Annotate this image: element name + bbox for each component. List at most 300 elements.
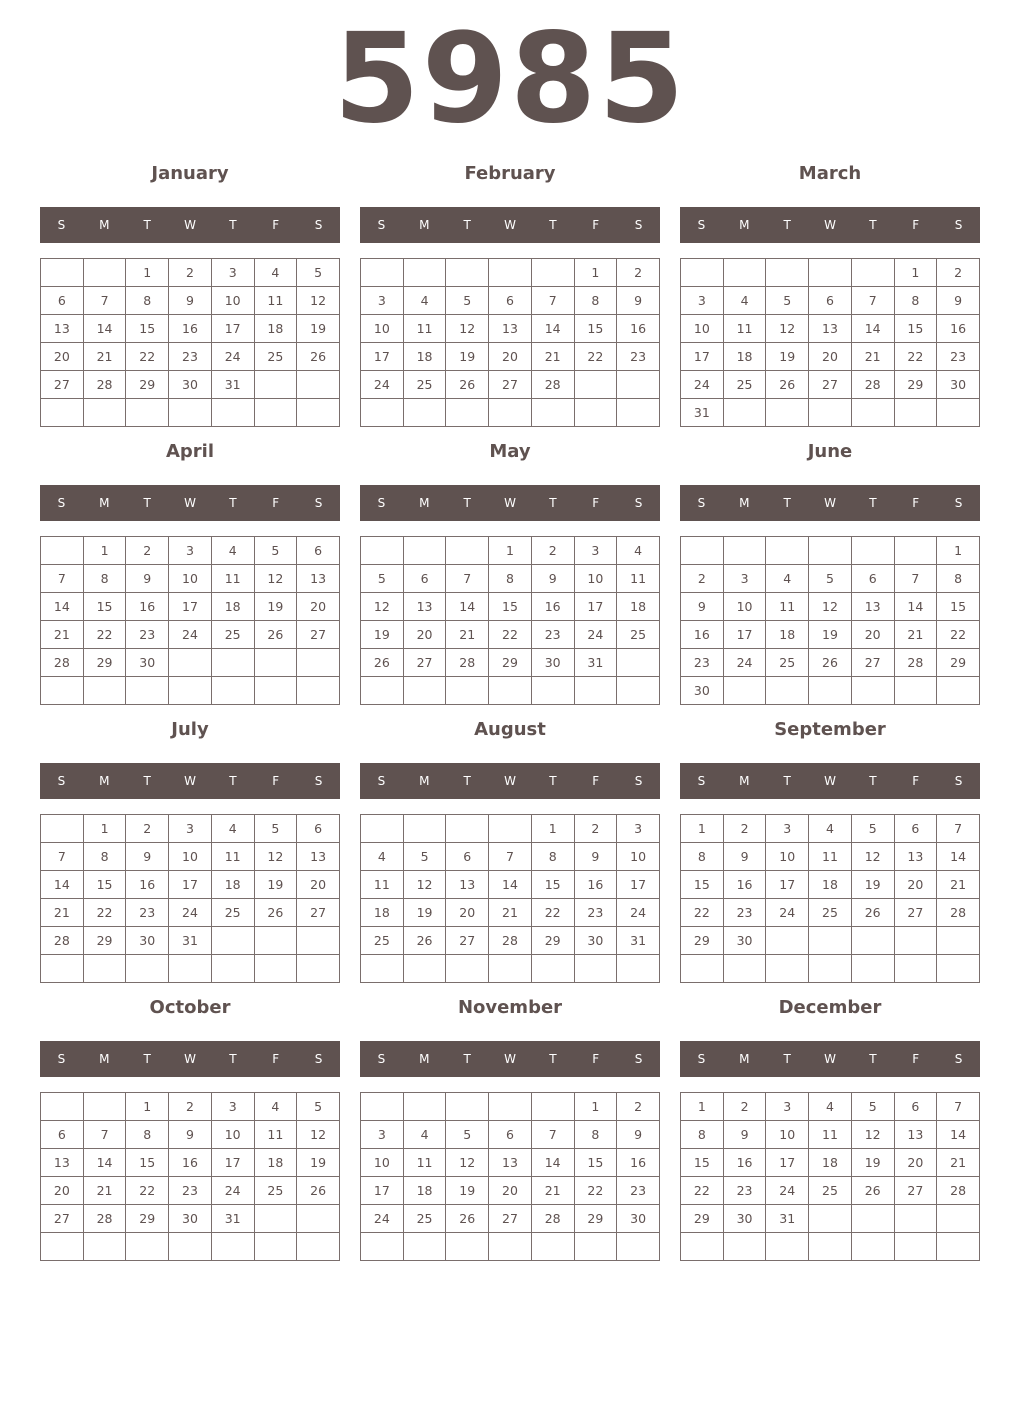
weekday-label: T: [783, 496, 791, 510]
day-cell: 25: [766, 649, 809, 677]
day-cell: 9: [617, 287, 660, 315]
day-cell: [297, 399, 340, 427]
day-cell: [937, 1233, 980, 1261]
day-cell: [41, 677, 84, 705]
day-cell: 21: [531, 1177, 574, 1205]
day-cell: 5: [851, 815, 894, 843]
day-cell: 4: [254, 259, 297, 287]
day-cell: [126, 955, 169, 983]
day-cell: 5: [254, 815, 297, 843]
weekday-header: [680, 207, 980, 243]
weekday-label: T: [143, 496, 151, 510]
day-cell: 22: [937, 621, 980, 649]
day-cell: [211, 1233, 254, 1261]
day-cell: 8: [574, 1121, 617, 1149]
day-cell: 22: [83, 899, 126, 927]
day-cell: 1: [489, 537, 532, 565]
day-cell: 12: [254, 843, 297, 871]
day-cell: [723, 399, 766, 427]
weekday-label: S: [634, 1052, 643, 1066]
week-row: [681, 287, 980, 315]
day-cell: 7: [937, 815, 980, 843]
day-cell: 29: [126, 371, 169, 399]
day-cell: [681, 259, 724, 287]
weekday-label: S: [57, 774, 66, 788]
weekday-label: M: [739, 496, 750, 510]
weekday-label: T: [143, 1052, 151, 1066]
day-cell: [766, 399, 809, 427]
week-row: [361, 899, 660, 927]
day-cell: 27: [851, 649, 894, 677]
week-row: [361, 871, 660, 899]
day-cell: 16: [169, 315, 212, 343]
day-cell: 21: [41, 621, 84, 649]
day-cell: 9: [617, 1121, 660, 1149]
day-cell: 30: [681, 677, 724, 705]
day-cell: 30: [723, 927, 766, 955]
day-cell: 29: [681, 1205, 724, 1233]
day-cell: 22: [681, 1177, 724, 1205]
day-cell: [723, 537, 766, 565]
day-cell: 3: [681, 287, 724, 315]
day-cell: 9: [531, 565, 574, 593]
day-cell: 20: [41, 343, 84, 371]
day-cell: 7: [531, 287, 574, 315]
day-cell: 26: [446, 1205, 489, 1233]
day-cell: 27: [489, 371, 532, 399]
day-cell: 15: [489, 593, 532, 621]
day-cell: 16: [574, 871, 617, 899]
day-cell: 31: [766, 1205, 809, 1233]
day-cell: 8: [126, 287, 169, 315]
day-cell: 19: [809, 621, 852, 649]
day-cell: 5: [766, 287, 809, 315]
weekday-label: W: [824, 496, 836, 510]
day-cell: 4: [617, 537, 660, 565]
day-cell: 10: [723, 593, 766, 621]
day-cell: [211, 649, 254, 677]
weekday-label: S: [57, 496, 66, 510]
day-cell: 28: [937, 1177, 980, 1205]
day-cell: [809, 677, 852, 705]
weekday-label: T: [463, 774, 471, 788]
day-cell: 20: [489, 1177, 532, 1205]
week-row: [681, 537, 980, 565]
weekday-label: S: [314, 218, 323, 232]
week-row: [361, 315, 660, 343]
day-cell: 9: [723, 843, 766, 871]
day-cell: [403, 677, 446, 705]
day-cell: 12: [297, 287, 340, 315]
day-cell: 28: [83, 371, 126, 399]
day-cell: 26: [809, 649, 852, 677]
day-cell: 25: [723, 371, 766, 399]
day-cell: 2: [126, 537, 169, 565]
day-cell: [254, 927, 297, 955]
day-cell: 25: [254, 343, 297, 371]
day-cell: 17: [617, 871, 660, 899]
day-cell: 26: [361, 649, 404, 677]
day-cell: 13: [894, 843, 937, 871]
day-cell: 19: [766, 343, 809, 371]
day-cell: 19: [851, 1149, 894, 1177]
day-cell: 19: [361, 621, 404, 649]
weekday-label: T: [783, 1052, 791, 1066]
day-cell: 20: [894, 871, 937, 899]
day-cell: [297, 927, 340, 955]
week-row: [41, 899, 340, 927]
weekday-label: F: [912, 496, 920, 510]
day-cell: 28: [851, 371, 894, 399]
day-cell: 27: [446, 927, 489, 955]
day-cell: [851, 537, 894, 565]
week-row: [41, 1177, 340, 1205]
day-cell: 13: [297, 843, 340, 871]
weekday-label: W: [824, 218, 836, 232]
week-row: [361, 815, 660, 843]
day-cell: [489, 1093, 532, 1121]
day-cell: 20: [41, 1177, 84, 1205]
day-cell: 15: [681, 871, 724, 899]
day-cell: 20: [894, 1149, 937, 1177]
day-cell: 10: [169, 843, 212, 871]
weekday-label: W: [184, 1052, 196, 1066]
weekday-label: T: [549, 1052, 557, 1066]
day-grid: [40, 536, 340, 705]
day-cell: 2: [169, 259, 212, 287]
day-cell: 7: [489, 843, 532, 871]
day-cell: 8: [574, 287, 617, 315]
day-cell: [169, 399, 212, 427]
day-cell: 10: [361, 1149, 404, 1177]
weekday-label: F: [272, 218, 280, 232]
day-cell: [211, 955, 254, 983]
weekday-label: T: [229, 774, 237, 788]
weekday-label: F: [592, 218, 600, 232]
day-cell: 24: [361, 371, 404, 399]
weekday-label: F: [592, 1052, 600, 1066]
day-cell: [809, 1205, 852, 1233]
day-cell: 18: [403, 343, 446, 371]
day-cell: 14: [894, 593, 937, 621]
day-cell: 1: [894, 259, 937, 287]
day-cell: 18: [617, 593, 660, 621]
day-cell: 4: [809, 815, 852, 843]
day-cell: 10: [574, 565, 617, 593]
day-cell: [361, 259, 404, 287]
day-cell: [489, 955, 532, 983]
weekday-label: S: [697, 774, 706, 788]
day-cell: 13: [41, 1149, 84, 1177]
weekday-label: S: [377, 218, 386, 232]
day-cell: 18: [809, 871, 852, 899]
day-cell: [894, 537, 937, 565]
day-cell: 26: [297, 1177, 340, 1205]
day-cell: 26: [851, 899, 894, 927]
day-cell: 16: [617, 1149, 660, 1177]
day-cell: 18: [723, 343, 766, 371]
day-grid: [40, 258, 340, 427]
day-cell: 31: [617, 927, 660, 955]
week-row: [41, 1093, 340, 1121]
weekday-label: S: [634, 774, 643, 788]
day-cell: [766, 677, 809, 705]
week-row: [41, 649, 340, 677]
day-cell: [851, 399, 894, 427]
day-cell: 23: [723, 1177, 766, 1205]
day-cell: 14: [937, 843, 980, 871]
day-cell: 23: [126, 621, 169, 649]
weekday-label: F: [272, 774, 280, 788]
week-row: [681, 315, 980, 343]
day-cell: [531, 677, 574, 705]
day-cell: [41, 537, 84, 565]
day-cell: 21: [41, 899, 84, 927]
day-cell: 21: [937, 871, 980, 899]
week-row: [361, 399, 660, 427]
day-cell: [169, 1233, 212, 1261]
day-cell: [809, 927, 852, 955]
day-cell: [361, 815, 404, 843]
day-cell: 17: [361, 1177, 404, 1205]
day-cell: [126, 399, 169, 427]
month-title: March: [798, 163, 862, 184]
month-title: December: [778, 997, 882, 1018]
day-cell: 16: [617, 315, 660, 343]
weekday-label: S: [634, 218, 643, 232]
day-grid: [680, 536, 980, 705]
day-cell: 23: [681, 649, 724, 677]
week-row: [681, 1149, 980, 1177]
week-row: [361, 593, 660, 621]
day-cell: 2: [617, 1093, 660, 1121]
day-cell: [617, 677, 660, 705]
weekday-label: M: [739, 218, 750, 232]
weekday-label: S: [314, 1052, 323, 1066]
weekday-header: [40, 207, 340, 243]
week-row: [361, 1205, 660, 1233]
day-cell: 11: [809, 1121, 852, 1149]
day-cell: [169, 677, 212, 705]
week-row: [361, 259, 660, 287]
day-cell: 11: [766, 593, 809, 621]
day-cell: 9: [681, 593, 724, 621]
day-cell: 17: [723, 621, 766, 649]
day-cell: [766, 955, 809, 983]
day-cell: 10: [211, 1121, 254, 1149]
day-cell: 13: [851, 593, 894, 621]
day-cell: 28: [41, 927, 84, 955]
week-row: [681, 1233, 980, 1261]
day-cell: [894, 1205, 937, 1233]
day-cell: 14: [531, 1149, 574, 1177]
month-title: May: [489, 441, 531, 462]
weekday-header: [40, 485, 340, 521]
weekday-label: S: [697, 1052, 706, 1066]
day-cell: [894, 1233, 937, 1261]
day-cell: 22: [681, 899, 724, 927]
day-cell: 29: [574, 1205, 617, 1233]
day-cell: [851, 677, 894, 705]
weekday-label: F: [272, 1052, 280, 1066]
day-cell: [297, 677, 340, 705]
day-cell: 13: [894, 1121, 937, 1149]
day-cell: 20: [851, 621, 894, 649]
weekday-label: T: [463, 218, 471, 232]
day-cell: 2: [723, 1093, 766, 1121]
day-cell: 8: [126, 1121, 169, 1149]
day-cell: 30: [617, 1205, 660, 1233]
day-cell: 1: [937, 537, 980, 565]
day-cell: 22: [531, 899, 574, 927]
day-cell: 19: [254, 593, 297, 621]
day-cell: 1: [574, 259, 617, 287]
day-cell: [41, 1233, 84, 1261]
day-cell: 10: [766, 843, 809, 871]
day-cell: 29: [894, 371, 937, 399]
day-cell: 17: [681, 343, 724, 371]
day-cell: 9: [126, 565, 169, 593]
day-cell: [361, 1093, 404, 1121]
day-cell: 21: [937, 1149, 980, 1177]
day-cell: 29: [531, 927, 574, 955]
day-cell: 11: [403, 1149, 446, 1177]
day-cell: 24: [574, 621, 617, 649]
week-row: [41, 927, 340, 955]
day-cell: 25: [809, 899, 852, 927]
weekday-label: W: [504, 774, 516, 788]
day-cell: [254, 649, 297, 677]
day-cell: 16: [169, 1149, 212, 1177]
day-cell: 13: [809, 315, 852, 343]
day-cell: [297, 1233, 340, 1261]
day-cell: [403, 259, 446, 287]
weekday-label: F: [272, 496, 280, 510]
day-cell: [41, 399, 84, 427]
day-cell: [297, 371, 340, 399]
day-cell: 30: [126, 927, 169, 955]
week-row: [361, 1121, 660, 1149]
day-cell: 5: [297, 1093, 340, 1121]
day-cell: 16: [681, 621, 724, 649]
day-cell: 24: [617, 899, 660, 927]
weekday-header: [680, 1041, 980, 1077]
day-cell: 22: [83, 621, 126, 649]
week-row: [41, 1205, 340, 1233]
day-cell: 1: [126, 259, 169, 287]
day-cell: 7: [83, 287, 126, 315]
day-cell: 19: [403, 899, 446, 927]
day-cell: [851, 1205, 894, 1233]
day-cell: 10: [681, 315, 724, 343]
week-row: [41, 287, 340, 315]
week-row: [41, 315, 340, 343]
week-row: [681, 1093, 980, 1121]
weekday-label: W: [504, 218, 516, 232]
weekday-label: W: [184, 774, 196, 788]
day-cell: 5: [361, 565, 404, 593]
weekday-header: [360, 763, 660, 799]
day-cell: [531, 399, 574, 427]
weekday-label: T: [783, 218, 791, 232]
day-cell: [937, 1205, 980, 1233]
week-row: [681, 399, 980, 427]
day-cell: 27: [403, 649, 446, 677]
day-cell: [723, 259, 766, 287]
day-cell: 13: [403, 593, 446, 621]
day-cell: 21: [83, 343, 126, 371]
day-cell: 19: [297, 315, 340, 343]
day-cell: [41, 955, 84, 983]
day-grid: [40, 814, 340, 983]
weekday-label: M: [99, 774, 110, 788]
day-cell: 30: [937, 371, 980, 399]
day-cell: 12: [851, 843, 894, 871]
day-cell: [937, 677, 980, 705]
day-cell: 15: [83, 593, 126, 621]
day-cell: 9: [937, 287, 980, 315]
day-cell: 22: [489, 621, 532, 649]
week-row: [681, 1205, 980, 1233]
day-cell: 25: [809, 1177, 852, 1205]
day-cell: 18: [809, 1149, 852, 1177]
day-cell: 11: [254, 1121, 297, 1149]
day-cell: [617, 955, 660, 983]
day-cell: [361, 955, 404, 983]
day-cell: 24: [766, 1177, 809, 1205]
day-cell: [766, 1233, 809, 1261]
day-cell: 3: [211, 1093, 254, 1121]
day-cell: [403, 1093, 446, 1121]
week-row: [361, 677, 660, 705]
weekday-label: T: [229, 496, 237, 510]
day-cell: 3: [169, 815, 212, 843]
day-cell: [361, 677, 404, 705]
day-cell: 23: [617, 343, 660, 371]
day-cell: 21: [489, 899, 532, 927]
day-cell: 10: [766, 1121, 809, 1149]
day-cell: [489, 815, 532, 843]
day-cell: 23: [126, 899, 169, 927]
day-cell: 4: [723, 287, 766, 315]
day-cell: [489, 677, 532, 705]
day-cell: [851, 259, 894, 287]
day-cell: 26: [254, 621, 297, 649]
weekday-label: W: [504, 496, 516, 510]
week-row: [361, 371, 660, 399]
day-cell: 16: [937, 315, 980, 343]
weekday-label: T: [869, 218, 877, 232]
weekday-label: M: [99, 1052, 110, 1066]
day-cell: 8: [83, 843, 126, 871]
week-row: [361, 1093, 660, 1121]
day-cell: 9: [126, 843, 169, 871]
day-cell: [937, 955, 980, 983]
weekday-label: T: [463, 496, 471, 510]
day-cell: [809, 537, 852, 565]
week-row: [361, 955, 660, 983]
day-cell: [254, 677, 297, 705]
day-cell: 6: [41, 1121, 84, 1149]
day-cell: 1: [83, 537, 126, 565]
week-row: [361, 1177, 660, 1205]
week-row: [41, 565, 340, 593]
weekday-header: [360, 485, 660, 521]
day-cell: [211, 399, 254, 427]
day-cell: 2: [574, 815, 617, 843]
day-cell: 9: [169, 1121, 212, 1149]
day-cell: [531, 955, 574, 983]
